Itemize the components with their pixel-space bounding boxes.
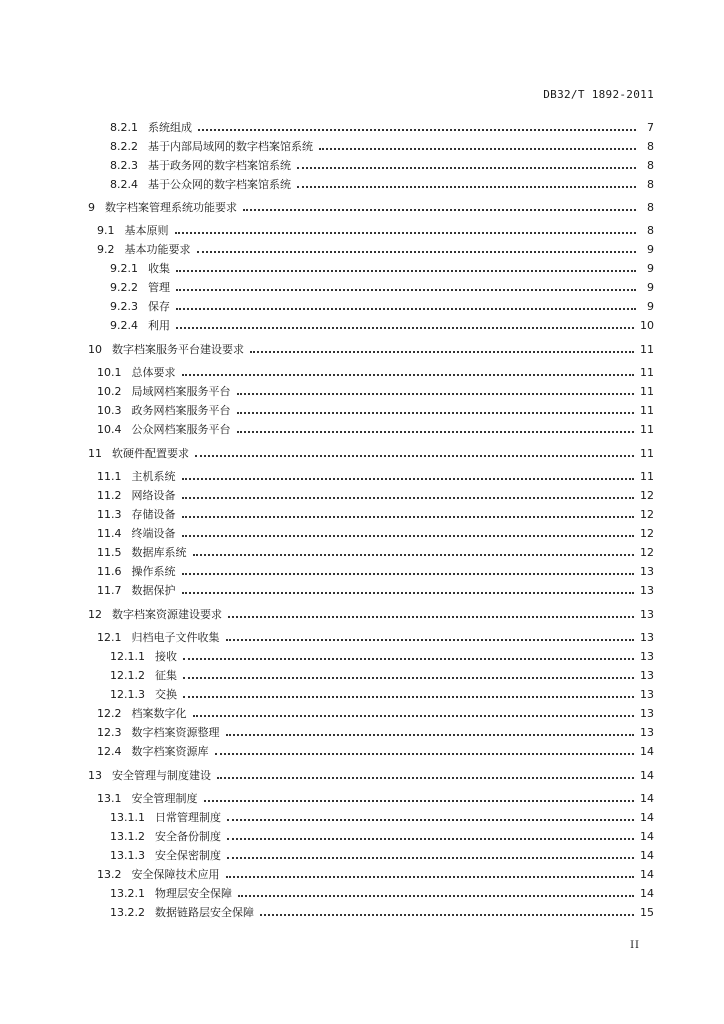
toc-entry[interactable] bbox=[110, 685, 654, 703]
toc-leader-dots bbox=[176, 279, 636, 291]
toc-leader-dots bbox=[182, 563, 635, 575]
toc-section-title: 存储设备 bbox=[131, 508, 176, 521]
toc-section-title: 数字档案资源整理 bbox=[131, 726, 220, 739]
toc-page-number: 11 bbox=[640, 342, 654, 356]
toc-section-title: 交换 bbox=[155, 688, 177, 701]
toc-leader-dots bbox=[237, 421, 635, 433]
toc-section-number: 12.4 bbox=[97, 744, 122, 758]
toc-section-title: 数字档案管理系统功能要求 bbox=[105, 201, 237, 214]
toc-entry[interactable] bbox=[97, 704, 654, 722]
toc-entry[interactable] bbox=[110, 278, 654, 296]
toc-section-title: 公众网档案服务平台 bbox=[131, 423, 231, 436]
toc-section-title: 政务网档案服务平台 bbox=[131, 404, 231, 417]
toc-page-number: 14 bbox=[640, 744, 654, 758]
toc-leader-dots bbox=[197, 241, 637, 253]
toc-section-number: 9.2.4 bbox=[110, 318, 138, 332]
toc-leader-dots bbox=[237, 383, 635, 395]
toc-leader-dots bbox=[227, 809, 634, 821]
toc-entry[interactable] bbox=[97, 363, 654, 381]
toc-entry[interactable] bbox=[110, 156, 654, 174]
toc-section-number: 13.1.2 bbox=[110, 829, 145, 843]
toc-leader-dots bbox=[204, 790, 635, 802]
toc-leader-dots bbox=[182, 468, 635, 480]
toc-leader-dots bbox=[228, 606, 634, 618]
toc-entry[interactable] bbox=[97, 628, 654, 646]
toc-section-number: 12.1.3 bbox=[110, 687, 145, 701]
toc-section-number: 11.4 bbox=[97, 526, 122, 540]
toc-page-number: 13 bbox=[640, 583, 654, 597]
toc-section-number: 11.3 bbox=[97, 507, 122, 521]
toc-section-number: 9.2 bbox=[97, 242, 115, 256]
toc-entry[interactable] bbox=[97, 221, 654, 239]
toc-section-number: 9.2.1 bbox=[110, 261, 138, 275]
toc-page-number: 11 bbox=[640, 384, 654, 398]
toc-leader-dots bbox=[238, 885, 634, 897]
toc-section-number: 8.2.1 bbox=[110, 120, 138, 134]
document-code: DB32/T 1892-2011 bbox=[543, 88, 654, 101]
toc-section-title: 接收 bbox=[155, 650, 177, 663]
toc-leader-dots bbox=[182, 506, 635, 518]
toc-entry[interactable] bbox=[97, 382, 654, 400]
toc-page-number: 13 bbox=[640, 725, 654, 739]
toc-page-number: 10 bbox=[640, 318, 654, 332]
toc-section-title: 归档电子文件收集 bbox=[131, 631, 220, 644]
toc-page-number: 14 bbox=[640, 791, 654, 805]
toc-leader-dots bbox=[195, 445, 634, 457]
toc-entry[interactable] bbox=[97, 581, 654, 599]
toc-entry[interactable] bbox=[110, 808, 654, 826]
toc-entry[interactable] bbox=[97, 865, 654, 883]
toc-entry[interactable] bbox=[97, 401, 654, 419]
toc-leader-dots bbox=[182, 487, 635, 499]
toc-section-title: 网络设备 bbox=[131, 489, 176, 502]
toc-page-number: 9 bbox=[647, 242, 654, 256]
toc-section-title: 日常管理制度 bbox=[155, 811, 221, 824]
toc-page-number: 8 bbox=[647, 139, 654, 153]
toc-leader-dots bbox=[182, 364, 635, 376]
toc-entry[interactable] bbox=[97, 742, 654, 760]
toc-leader-dots bbox=[226, 724, 635, 736]
toc-section-number: 11 bbox=[88, 446, 102, 460]
toc-section-title: 保存 bbox=[148, 300, 170, 313]
toc-leader-dots bbox=[217, 767, 634, 779]
toc-page-number: 13 bbox=[640, 564, 654, 578]
toc-leader-dots bbox=[227, 847, 634, 859]
toc-section-number: 13.1.3 bbox=[110, 848, 145, 862]
toc-page-number: 8 bbox=[647, 177, 654, 191]
toc-page-number: 11 bbox=[640, 446, 654, 460]
toc-leader-dots bbox=[237, 402, 635, 414]
toc-section-number: 12.1.2 bbox=[110, 668, 145, 682]
toc-section-number: 10.3 bbox=[97, 403, 122, 417]
toc-leader-dots bbox=[193, 705, 635, 717]
toc-page-number: 13 bbox=[640, 668, 654, 682]
toc-section-number: 13.2.1 bbox=[110, 886, 145, 900]
toc-section-number: 11.5 bbox=[97, 545, 122, 559]
toc-leader-dots bbox=[176, 317, 634, 329]
toc-entry[interactable] bbox=[88, 766, 654, 784]
toc-page-number: 13 bbox=[640, 706, 654, 720]
toc-entry[interactable] bbox=[88, 444, 654, 462]
toc-entry[interactable] bbox=[97, 524, 654, 542]
toc-leader-dots bbox=[183, 686, 634, 698]
toc-section-title: 数据保护 bbox=[131, 584, 176, 597]
toc-section-number: 11.7 bbox=[97, 583, 122, 597]
toc-entry[interactable] bbox=[110, 827, 654, 845]
toc-page-number: 14 bbox=[640, 810, 654, 824]
toc-entry[interactable] bbox=[88, 605, 654, 623]
toc-section-number: 10.2 bbox=[97, 384, 122, 398]
toc-entry[interactable] bbox=[110, 316, 654, 334]
toc-section-number: 12.2 bbox=[97, 706, 122, 720]
toc-section-title: 安全管理与制度建设 bbox=[112, 769, 211, 782]
toc-page-number: 11 bbox=[640, 403, 654, 417]
toc-page-number: 14 bbox=[640, 848, 654, 862]
toc-entry[interactable] bbox=[97, 240, 654, 258]
toc-page-number: 12 bbox=[640, 488, 654, 502]
toc-leader-dots bbox=[227, 828, 634, 840]
toc-leader-dots bbox=[215, 743, 635, 755]
toc-section-title: 物理层安全保障 bbox=[155, 887, 232, 900]
toc-entry[interactable] bbox=[110, 903, 654, 921]
toc-leader-dots bbox=[193, 544, 635, 556]
toc-section-title: 安全管理制度 bbox=[131, 792, 198, 805]
toc-page-number: 11 bbox=[640, 469, 654, 483]
toc-leader-dots bbox=[183, 667, 634, 679]
toc-leader-dots bbox=[297, 176, 636, 188]
toc-section-number: 12.1 bbox=[97, 630, 122, 644]
toc-section-title: 基本功能要求 bbox=[124, 243, 191, 256]
toc-entry[interactable] bbox=[110, 118, 654, 136]
toc-section-title: 利用 bbox=[148, 319, 170, 332]
toc-leader-dots bbox=[226, 866, 635, 878]
toc-section-title: 数字档案资源库 bbox=[131, 745, 209, 758]
toc-leader-dots bbox=[226, 629, 635, 641]
toc-entry[interactable] bbox=[110, 884, 654, 902]
toc-page-number: 11 bbox=[640, 365, 654, 379]
toc-section-title: 征集 bbox=[155, 669, 177, 682]
toc-section-title: 总体要求 bbox=[131, 366, 176, 379]
toc-section-title: 安全备份制度 bbox=[155, 830, 221, 843]
toc-section-title: 基本原则 bbox=[124, 224, 169, 237]
toc-entry[interactable] bbox=[97, 420, 654, 438]
toc-section-title: 数据库系统 bbox=[131, 546, 187, 559]
toc-leader-dots bbox=[176, 260, 636, 272]
toc-section-title: 档案数字化 bbox=[131, 707, 187, 720]
toc-section-title: 数字档案服务平台建设要求 bbox=[112, 343, 244, 356]
toc-section-number: 12.1.1 bbox=[110, 649, 145, 663]
toc-section-number: 13 bbox=[88, 768, 102, 782]
toc-page-number: 8 bbox=[647, 223, 654, 237]
toc-section-number: 9.1 bbox=[97, 223, 115, 237]
toc-entry[interactable] bbox=[110, 175, 654, 193]
toc-leader-dots bbox=[319, 138, 636, 150]
toc-leader-dots bbox=[250, 341, 634, 353]
toc-section-number: 9.2.2 bbox=[110, 280, 138, 294]
page-number: II bbox=[630, 940, 640, 951]
toc-leader-dots bbox=[182, 582, 635, 594]
toc-entry[interactable] bbox=[110, 297, 654, 315]
toc-section-number: 8.2.3 bbox=[110, 158, 138, 172]
toc-leader-dots bbox=[297, 157, 636, 169]
toc-section-number: 13.2 bbox=[97, 867, 122, 881]
toc-section-number: 8.2.2 bbox=[110, 139, 138, 153]
toc-entry[interactable] bbox=[97, 543, 654, 561]
toc-section-title: 基于内部局域网的数字档案馆系统 bbox=[148, 140, 313, 153]
toc-page-number: 14 bbox=[640, 867, 654, 881]
toc-section-number: 10.1 bbox=[97, 365, 122, 379]
toc-page-number: 9 bbox=[647, 261, 654, 275]
toc-section-title: 主机系统 bbox=[131, 470, 176, 483]
toc-page-number: 14 bbox=[640, 886, 654, 900]
toc-entry[interactable] bbox=[110, 259, 654, 277]
toc-section-number: 11.1 bbox=[97, 469, 122, 483]
toc-section-number: 11.6 bbox=[97, 564, 122, 578]
toc-leader-dots bbox=[243, 199, 636, 211]
toc-section-title: 基于政务网的数字档案馆系统 bbox=[148, 159, 291, 172]
toc-section-number: 11.2 bbox=[97, 488, 122, 502]
toc-section-number: 9 bbox=[88, 200, 95, 214]
toc-section-title: 收集 bbox=[148, 262, 170, 275]
toc-entry[interactable] bbox=[88, 340, 654, 358]
toc-section-number: 13.2.2 bbox=[110, 905, 145, 919]
toc-page-number: 13 bbox=[640, 607, 654, 621]
toc-entry[interactable] bbox=[110, 137, 654, 155]
toc-page-number: 9 bbox=[647, 299, 654, 313]
toc-section-title: 管理 bbox=[148, 281, 170, 294]
toc-page-number: 13 bbox=[640, 687, 654, 701]
toc-page-number: 12 bbox=[640, 526, 654, 540]
toc-section-title: 操作系统 bbox=[131, 565, 176, 578]
toc-section-number: 10 bbox=[88, 342, 102, 356]
toc-leader-dots bbox=[260, 904, 634, 916]
toc-page-number: 12 bbox=[640, 545, 654, 559]
toc-page-number: 8 bbox=[647, 158, 654, 172]
toc-page-number: 12 bbox=[640, 507, 654, 521]
toc-section-title: 安全保密制度 bbox=[155, 849, 221, 862]
toc-section-number: 12.3 bbox=[97, 725, 122, 739]
toc-section-title: 局域网档案服务平台 bbox=[131, 385, 231, 398]
toc-page-number: 9 bbox=[647, 280, 654, 294]
toc-entry[interactable] bbox=[110, 846, 654, 864]
toc-page-number: 15 bbox=[640, 905, 654, 919]
toc-leader-dots bbox=[176, 298, 636, 310]
toc-page-number: 14 bbox=[640, 829, 654, 843]
toc-section-title: 系统组成 bbox=[148, 121, 192, 134]
toc-entry[interactable] bbox=[97, 789, 654, 807]
toc-section-title: 基于公众网的数字档案馆系统 bbox=[148, 178, 291, 191]
toc-page-number: 13 bbox=[640, 649, 654, 663]
toc-leader-dots bbox=[182, 525, 635, 537]
toc-entry[interactable] bbox=[97, 723, 654, 741]
toc-entry[interactable] bbox=[110, 647, 654, 665]
toc-page-number: 13 bbox=[640, 630, 654, 644]
toc-page-number: 14 bbox=[640, 768, 654, 782]
toc-section-number: 13.1.1 bbox=[110, 810, 145, 824]
toc-section-title: 数字档案资源建设要求 bbox=[112, 608, 222, 621]
toc-page-number: 7 bbox=[647, 120, 654, 134]
toc-entry[interactable] bbox=[110, 666, 654, 684]
toc-leader-dots bbox=[198, 119, 636, 131]
toc-section-number: 12 bbox=[88, 607, 102, 621]
toc-entry[interactable] bbox=[88, 198, 654, 216]
toc-entry[interactable] bbox=[97, 467, 654, 485]
toc-leader-dots bbox=[175, 222, 637, 234]
toc-entry[interactable] bbox=[97, 486, 654, 504]
toc-section-number: 8.2.4 bbox=[110, 177, 138, 191]
toc-section-title: 软硬件配置要求 bbox=[112, 447, 189, 460]
toc-section-title: 终端设备 bbox=[131, 527, 176, 540]
toc-section-number: 13.1 bbox=[97, 791, 122, 805]
toc-page-number: 8 bbox=[647, 200, 654, 214]
toc-entry[interactable] bbox=[97, 562, 654, 580]
toc-leader-dots bbox=[183, 648, 634, 660]
toc-section-title: 数据链路层安全保障 bbox=[155, 906, 254, 919]
toc-section-title: 安全保障技术应用 bbox=[131, 868, 220, 881]
toc-entry[interactable] bbox=[97, 505, 654, 523]
toc-page-number: 11 bbox=[640, 422, 654, 436]
toc-section-number: 9.2.3 bbox=[110, 299, 138, 313]
toc-section-number: 10.4 bbox=[97, 422, 122, 436]
